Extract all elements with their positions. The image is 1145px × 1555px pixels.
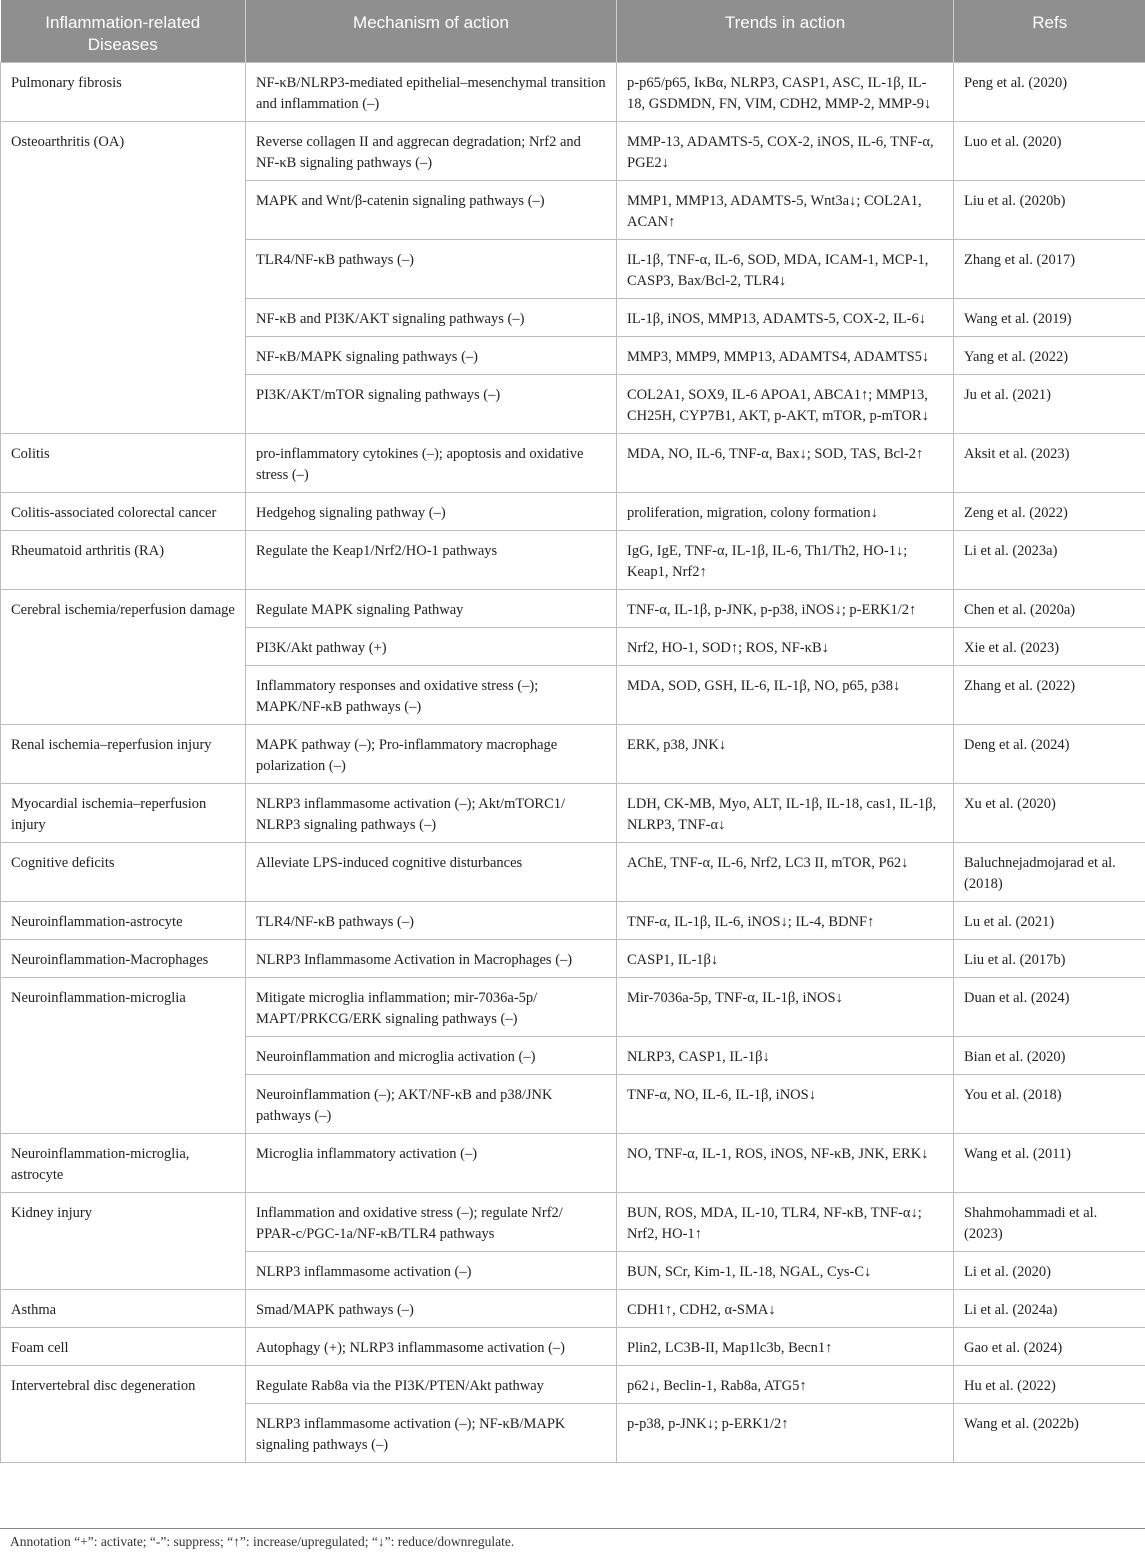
cell-disease: Neuroinflammation-astrocyte <box>1 902 246 940</box>
cell-refs: Xie et al. (2023) <box>954 628 1145 666</box>
cell-disease: Renal ischemia–reperfusion injury <box>1 725 246 784</box>
cell-disease: Kidney injury <box>1 1193 246 1290</box>
cell-trends: p62↓, Beclin-1, Rab8a, ATG5↑ <box>617 1366 954 1404</box>
table-row <box>1 1290 1145 1328</box>
table-row <box>1 531 1145 590</box>
table-row <box>1 122 1145 181</box>
cell-refs: Li et al. (2023a) <box>954 531 1145 590</box>
cell-trends: IL-1β, iNOS, MMP13, ADAMTS-5, COX-2, IL-6↓ <box>617 299 954 337</box>
cell-refs: Luo et al. (2020) <box>954 122 1145 181</box>
cell-refs: Xu et al. (2020) <box>954 784 1145 843</box>
table-body <box>1 63 1145 1463</box>
cell-mechanism: NLRP3 inflammasome activation (–); NF-κB/MAPK signaling pathways (–) <box>246 1404 617 1463</box>
table-row <box>1 434 1145 493</box>
cell-trends: NLRP3, CASP1, IL-1β↓ <box>617 1037 954 1075</box>
cell-refs: Ju et al. (2021) <box>954 375 1145 434</box>
cell-trends: MMP-13, ADAMTS-5, COX-2, iNOS, IL-6, TNF-α, PGE2↓ <box>617 122 954 181</box>
cell-mechanism: Regulate MAPK signaling Pathway <box>246 590 617 628</box>
cell-trends: proliferation, migration, colony formation↓ <box>617 493 954 531</box>
cell-refs: Chen et al. (2020a) <box>954 590 1145 628</box>
cell-disease: Colitis-associated colorectal cancer <box>1 493 246 531</box>
cell-trends: TNF-α, IL-1β, p-JNK, p-p38, iNOS↓; p-ERK1/2↑ <box>617 590 954 628</box>
table-row <box>1 493 1145 531</box>
cell-mechanism: Neuroinflammation (–); AKT/NF-κB and p38/JNK pathways (–) <box>246 1075 617 1134</box>
cell-disease: Neuroinflammation-Macrophages <box>1 940 246 978</box>
cell-mechanism: Smad/MAPK pathways (–) <box>246 1290 617 1328</box>
cell-refs: Li et al. (2020) <box>954 1252 1145 1290</box>
cell-trends: COL2A1, SOX9, IL-6 APOA1, ABCA1↑; MMP13, CH25H, CYP7B1, AKT, p-AKT, mTOR, p-mTOR↓ <box>617 375 954 434</box>
cell-mechanism: NF-κB and PI3K/AKT signaling pathways (–) <box>246 299 617 337</box>
cell-refs: Baluchnejadmojarad et al. (2018) <box>954 843 1145 902</box>
cell-refs: Aksit et al. (2023) <box>954 434 1145 493</box>
cell-trends: CASP1, IL-1β↓ <box>617 940 954 978</box>
cell-disease: Rheumatoid arthritis (RA) <box>1 531 246 590</box>
cell-trends: NO, TNF-α, IL-1, ROS, iNOS, NF-κB, JNK, ERK↓ <box>617 1134 954 1193</box>
table-row <box>1 590 1145 628</box>
table-row <box>1 1328 1145 1366</box>
cell-refs: Hu et al. (2022) <box>954 1366 1145 1404</box>
cell-trends: BUN, ROS, MDA, IL-10, TLR4, NF-κB, TNF-α↓; Nrf2, HO-1↑ <box>617 1193 954 1252</box>
cell-refs: You et al. (2018) <box>954 1075 1145 1134</box>
cell-refs: Li et al. (2024a) <box>954 1290 1145 1328</box>
cell-trends: p-p38, p-JNK↓; p-ERK1/2↑ <box>617 1404 954 1463</box>
cell-disease: Pulmonary fibrosis <box>1 63 246 122</box>
cell-disease: Colitis <box>1 434 246 493</box>
cell-trends: IgG, IgE, TNF-α, IL-1β, IL-6, Th1/Th2, HO-1↓; Keap1, Nrf2↑ <box>617 531 954 590</box>
cell-mechanism: MAPK and Wnt/β-catenin signaling pathways (–) <box>246 181 617 240</box>
cell-trends: LDH, CK-MB, Myo, ALT, IL-1β, IL-18, cas1, IL-1β, NLRP3, TNF-α↓ <box>617 784 954 843</box>
table-row <box>1 1193 1145 1252</box>
table-row <box>1 1366 1145 1404</box>
cell-mechanism: NLRP3 inflammasome activation (–); Akt/mTORC1/ NLRP3 signaling pathways (–) <box>246 784 617 843</box>
table-row <box>1 902 1145 940</box>
table-header-row <box>1 0 1145 63</box>
cell-refs: Duan et al. (2024) <box>954 978 1145 1037</box>
table-row <box>1 725 1145 784</box>
header-trends: Trends in action <box>617 0 954 63</box>
table-row <box>1 978 1145 1037</box>
cell-disease: Osteoarthritis (OA) <box>1 122 246 434</box>
cell-mechanism: TLR4/NF-κB pathways (–) <box>246 902 617 940</box>
cell-mechanism: Alleviate LPS-induced cognitive disturbances <box>246 843 617 902</box>
cell-trends: TNF-α, NO, IL-6, IL-1β, iNOS↓ <box>617 1075 954 1134</box>
cell-mechanism: Neuroinflammation and microglia activation (–) <box>246 1037 617 1075</box>
cell-mechanism: NLRP3 Inflammasome Activation in Macrophages (–) <box>246 940 617 978</box>
cell-mechanism: Autophagy (+); NLRP3 inflammasome activation (–) <box>246 1328 617 1366</box>
cell-trends: Plin2, LC3B-II, Map1lc3b, Becn1↑ <box>617 1328 954 1366</box>
cell-mechanism: Microglia inflammatory activation (–) <box>246 1134 617 1193</box>
table-row <box>1 843 1145 902</box>
table-row <box>1 940 1145 978</box>
cell-refs: Peng et al. (2020) <box>954 63 1145 122</box>
table-row <box>1 1134 1145 1193</box>
cell-mechanism: TLR4/NF-κB pathways (–) <box>246 240 617 299</box>
cell-trends: IL-1β, TNF-α, IL-6, SOD, MDA, ICAM-1, MCP-1, CASP3, Bax/Bcl-2, TLR4↓ <box>617 240 954 299</box>
cell-mechanism: Mitigate microglia inflammation; mir-7036a-5p/ MAPT/PRKCG/ERK signaling pathways (–) <box>246 978 617 1037</box>
cell-refs: Zeng et al. (2022) <box>954 493 1145 531</box>
cell-trends: TNF-α, IL-1β, IL-6, iNOS↓; IL-4, BDNF↑ <box>617 902 954 940</box>
cell-refs: Wang et al. (2011) <box>954 1134 1145 1193</box>
cell-mechanism: NF-κB/MAPK signaling pathways (–) <box>246 337 617 375</box>
cell-mechanism: PI3K/Akt pathway (+) <box>246 628 617 666</box>
table-row <box>1 63 1145 122</box>
cell-mechanism: Regulate Rab8a via the PI3K/PTEN/Akt pathway <box>246 1366 617 1404</box>
cell-disease: Cognitive deficits <box>1 843 246 902</box>
cell-mechanism: PI3K/AKT/mTOR signaling pathways (–) <box>246 375 617 434</box>
cell-mechanism: Regulate the Keap1/Nrf2/HO-1 pathways <box>246 531 617 590</box>
cell-refs: Gao et al. (2024) <box>954 1328 1145 1366</box>
header-refs: Refs <box>954 0 1145 63</box>
cell-refs: Wang et al. (2022b) <box>954 1404 1145 1463</box>
cell-disease: Cerebral ischemia/reperfusion damage <box>1 590 246 725</box>
cell-refs: Bian et al. (2020) <box>954 1037 1145 1075</box>
cell-trends: AChE, TNF-α, IL-6, Nrf2, LC3 II, mTOR, P62↓ <box>617 843 954 902</box>
cell-trends: MMP3, MMP9, MMP13, ADAMTS4, ADAMTS5↓ <box>617 337 954 375</box>
cell-refs: Deng et al. (2024) <box>954 725 1145 784</box>
cell-trends: MDA, NO, IL-6, TNF-α, Bax↓; SOD, TAS, Bcl-2↑ <box>617 434 954 493</box>
cell-refs: Lu et al. (2021) <box>954 902 1145 940</box>
cell-mechanism: pro-inflammatory cytokines (–); apoptosis and oxidative stress (–) <box>246 434 617 493</box>
bottom-rule <box>0 1528 1145 1529</box>
header-disease: Inflammation-related Diseases <box>1 0 246 63</box>
cell-disease: Neuroinflammation-microglia <box>1 978 246 1134</box>
cell-mechanism: Inflammation and oxidative stress (–); regulate Nrf2/ PPAR-c/PGC-1a/NF-κB/TLR4 pathways <box>246 1193 617 1252</box>
cell-trends: CDH1↑, CDH2, α-SMA↓ <box>617 1290 954 1328</box>
cell-refs: Zhang et al. (2022) <box>954 666 1145 725</box>
cell-disease: Myocardial ischemia–reperfusion injury <box>1 784 246 843</box>
cell-disease: Asthma <box>1 1290 246 1328</box>
cell-mechanism: MAPK pathway (–); Pro-inflammatory macrophage polarization (–) <box>246 725 617 784</box>
cell-disease: Foam cell <box>1 1328 246 1366</box>
cell-mechanism: Hedgehog signaling pathway (–) <box>246 493 617 531</box>
cell-mechanism: NF-κB/NLRP3-mediated epithelial–mesenchymal transition and inflammation (–) <box>246 63 617 122</box>
cell-trends: Nrf2, HO-1, SOD↑; ROS, NF-κB↓ <box>617 628 954 666</box>
cell-trends: p-p65/p65, IκBα, NLRP3, CASP1, ASC, IL-1β, IL-18, GSDMDN, FN, VIM, CDH2, MMP-2, MMP-9↓ <box>617 63 954 122</box>
cell-mechanism: Reverse collagen II and aggrecan degradation; Nrf2 and NF-κB signaling pathways (–) <box>246 122 617 181</box>
cell-trends: BUN, SCr, Kim-1, IL-18, NGAL, Cys-C↓ <box>617 1252 954 1290</box>
cell-refs: Wang et al. (2019) <box>954 299 1145 337</box>
cell-trends: ERK, p38, JNK↓ <box>617 725 954 784</box>
cell-refs: Liu et al. (2017b) <box>954 940 1145 978</box>
header-mechanism: Mechanism of action <box>246 0 617 63</box>
table-annotation: Annotation “+”: activate; “-”: suppress; “↑”: increase/upregulated; “↓”: reduce/downregulate. <box>10 1534 515 1549</box>
cell-trends: MDA, SOD, GSH, IL-6, IL-1β, NO, p65, p38↓ <box>617 666 954 725</box>
cell-refs: Yang et al. (2022) <box>954 337 1145 375</box>
cell-refs: Zhang et al. (2017) <box>954 240 1145 299</box>
cell-disease: Intervertebral disc degeneration <box>1 1366 246 1463</box>
cell-disease: Neuroinflammation-microglia, astrocyte <box>1 1134 246 1193</box>
table-row <box>1 784 1145 843</box>
cell-mechanism: NLRP3 inflammasome activation (–) <box>246 1252 617 1290</box>
cell-trends: MMP1, MMP13, ADAMTS-5, Wnt3a↓; COL2A1, ACAN↑ <box>617 181 954 240</box>
cell-mechanism: Inflammatory responses and oxidative stress (–); MAPK/NF-κB pathways (–) <box>246 666 617 725</box>
cell-refs: Shahmohammadi et al. (2023) <box>954 1193 1145 1252</box>
cell-refs: Liu et al. (2020b) <box>954 181 1145 240</box>
cell-trends: Mir-7036a-5p, TNF-α, IL-1β, iNOS↓ <box>617 978 954 1037</box>
